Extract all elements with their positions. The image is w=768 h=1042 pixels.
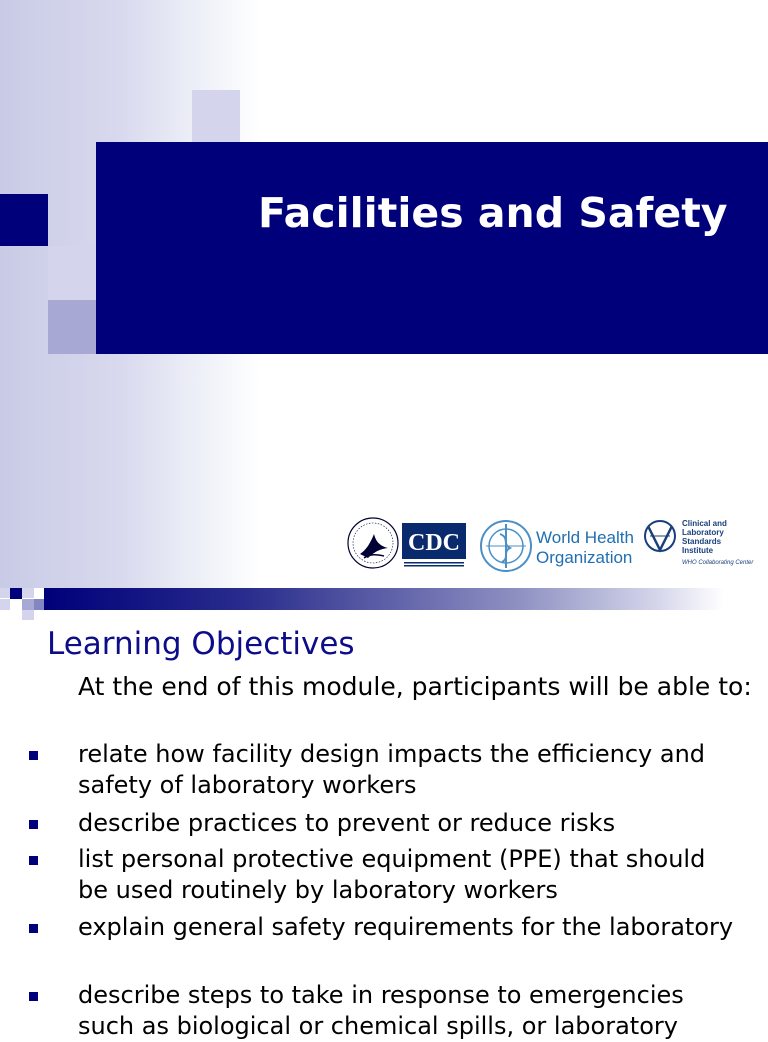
bullet-square-icon bbox=[29, 924, 38, 933]
clsi-logo-line1: Clinical and bbox=[682, 519, 727, 528]
objective-text: describe steps to take in response to emergencies such as biological or chemical spills, or laboratory bbox=[78, 981, 684, 1040]
deco-square bbox=[22, 599, 34, 610]
bullet-square-icon bbox=[29, 751, 38, 760]
partner-logos bbox=[346, 514, 756, 578]
slide-header-bar bbox=[44, 588, 724, 610]
clsi-logo-line4: Institute bbox=[682, 546, 714, 555]
deco-square bbox=[0, 194, 48, 246]
objectives-intro: At the end of this module, participants will be able to: bbox=[78, 672, 752, 701]
deco-square bbox=[48, 300, 96, 354]
deco-square bbox=[192, 90, 240, 142]
bullet-square-icon bbox=[29, 820, 38, 829]
deco-square bbox=[22, 588, 34, 598]
who-logo-line1: World Health bbox=[536, 528, 634, 547]
who-logo-line2: Organization bbox=[536, 548, 633, 567]
slide-title: Facilities and Safety bbox=[258, 189, 728, 237]
clsi-logo-line2: Laboratory bbox=[682, 528, 724, 537]
deco-square bbox=[34, 599, 44, 610]
hhs-seal-logo bbox=[346, 514, 400, 572]
deco-square bbox=[0, 588, 10, 598]
deco-square bbox=[48, 246, 96, 300]
clsi-logo-tagline: WHO Collaborating Center bbox=[682, 560, 754, 566]
clsi-logo-line3: Standards bbox=[682, 537, 722, 546]
deco-square bbox=[10, 588, 22, 599]
clsi-logo bbox=[642, 516, 756, 576]
objectives-slide bbox=[0, 624, 768, 1040]
who-logo bbox=[478, 518, 638, 574]
cdc-logo-text: CDC bbox=[408, 530, 460, 556]
objectives-heading: Learning Objectives bbox=[47, 626, 355, 662]
objective-text: relate how facility design impacts the efficiency and safety of laboratory workers bbox=[78, 740, 706, 799]
objective-text: explain general safety requirements for the laboratory bbox=[78, 913, 734, 941]
title-band bbox=[96, 142, 768, 354]
cdc-logo bbox=[402, 523, 466, 567]
bullet-square-icon bbox=[29, 856, 38, 865]
objective-text: list personal protective equipment (PPE) that should be used routinely by laboratory workers bbox=[78, 845, 706, 904]
deco-square bbox=[22, 610, 34, 620]
objective-text: describe practices to prevent or reduce risks bbox=[78, 809, 616, 837]
bullet-square-icon bbox=[29, 992, 38, 1001]
deco-square bbox=[0, 599, 10, 610]
